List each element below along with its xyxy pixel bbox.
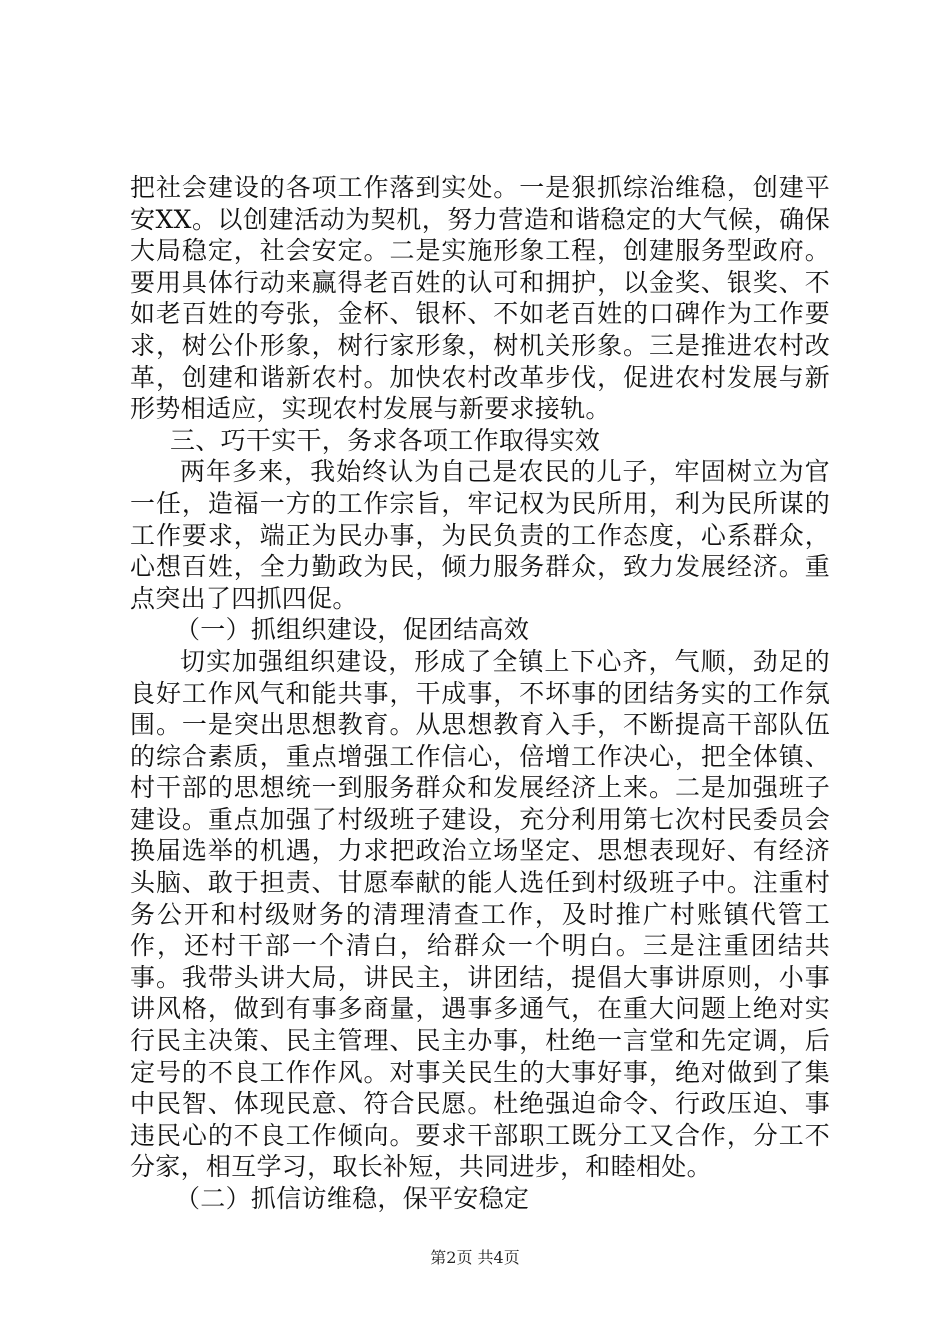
subheading-organization: （一）抓组织建设，促团结高效 bbox=[175, 615, 530, 645]
page-footer: 第2页 共4页 bbox=[430, 1248, 520, 1267]
paragraph-social-construction: 把社会建设的各项工作落到实处。一是狠抓综治维稳，创建平安XX。以创建活动为契机，努力营造和谐稳定的大气候，确保大局稳定，社会安定。二是实施形象工程，创建服务型政府。要用具体行动来赢得老百姓的认可和拥护，以金奖、银奖、不如老百姓的夸张，金杯、银杯、不如老百姓的口碑作为工作要求，树公仆形象，树行家形象，树机关形象。三是推进农村改革，创建和谐新农村。加快农村改革步伐，促进农村发展与新形势相适应，实现农村发展与新要求接轨。 bbox=[130, 173, 830, 424]
section-heading-three: 三、巧干实干，务求各项工作取得实效 bbox=[170, 425, 601, 455]
paragraph-organization: 切实加强组织建设，形成了全镇上下心齐，气顺，劲足的良好工作风气和能共事，干成事，不坏事的团结务实的工作氛围。一是突出思想教育。从思想教育入手，不断提高干部队伍的综合素质，重点增强工作信心，倍增工作决心，把全体镇、村干部的思想统一到服务群众和发展经济上来。二是加强班子建设。重点加强了村级班子建设，充分利用第七次村民委员会换届选举的机遇，力求把政治立场坚定、思想表现好、有经济头脑、敢于担责、甘愿奉献的能人选任到村级班子中。注重村务公开和村级财务的清理清查工作，及时推广村账镇代管工作，还村干部一个清白，给群众一个明白。三是注重团结共事。我带头讲大局，讲民主，讲团结，提倡大事讲原则，小事讲风格，做到有事多商量，遇事多通气，在重大问题上绝对实行民主决策、民主管理、民主办事，杜绝一言堂和先定调，后定号的不良工作作风。对事关民生的大事好事，绝对做到了集中民智、体现民意、符合民愿。杜绝强迫命令、行政压迫、事违民心的不良工作倾向。要求干部职工既分工又合作，分工不分家，相互学习，取长补短，共同进步，和睦相处。 bbox=[130, 646, 830, 1182]
subheading-petition: （二）抓信访维稳，保平安稳定 bbox=[175, 1184, 530, 1213]
paragraph-two-years: 两年多来，我始终认为自己是农民的儿子，牢固树立为官一任，造福一方的工作宗旨，牢记权为民所用，利为民所谋的工作要求，端正为民办事，为民负责的工作态度，心系群众，心想百姓，全力勤政为民，倾力服务群众，致力发展经济。重点突出了四抓四促。 bbox=[130, 457, 830, 613]
document-body bbox=[130, 172, 830, 1215]
